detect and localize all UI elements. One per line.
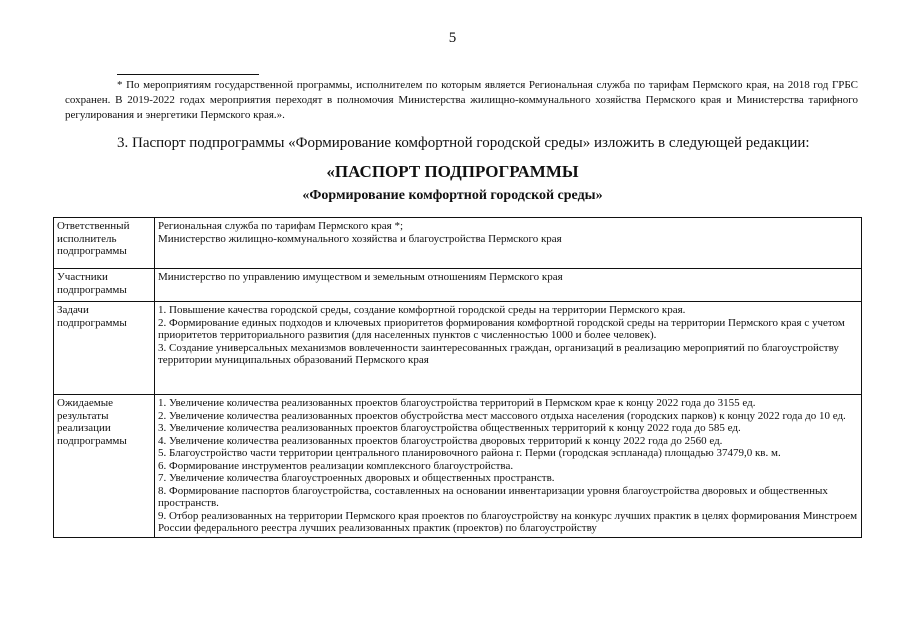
row-label: Задачи подпрограммы <box>54 302 155 395</box>
content-line: 2. Увеличение количества реализованных проектов обустройства мест массового отдыха населения (городских парков) к концу 2022 года до 10 ед. <box>158 409 846 422</box>
row-label: Ожидаемые результаты реализации подпрограммы <box>54 395 155 538</box>
passport-table <box>53 217 862 538</box>
footnote-separator <box>117 74 259 75</box>
footnote-text: * По мероприятиям государственной программы, исполнителем по которым является Региональная служба по тарифам Пермского края, на 2018 год ГРБС сохранен. В 2019-2022 годах мероприятия переходят в полномочия Министерства жилищно-коммунального хозяйства Пермского края и Министерства тарифного регулирования и энергетики Пермского края.». <box>65 79 858 121</box>
passport-subtitle: «Формирование комфортной городской среды» <box>302 188 603 203</box>
passport-title: «ПАСПОРТ ПОДПРОГРАММЫ <box>326 162 579 181</box>
row-label: Участники подпрограммы <box>54 269 155 302</box>
content-line: Министерство жилищно-коммунального хозяйства и благоустройства Пермского края <box>158 232 562 245</box>
content-line: Министерство по управлению имуществом и земельным отношениям Пермского края <box>158 271 563 283</box>
page-number: 5 <box>448 30 457 46</box>
content-line: 3. Увеличение количества реализованных проектов благоустройства общественных территорий к концу 2022 года до 585 ед. <box>158 422 741 434</box>
row-content <box>155 395 862 538</box>
content-line: 2. Формирование единых подходов и ключевых приоритетов формирования комфортной городской среды на территории Пермского края с учетом приоритетов территориального развития (для населенных пунктов с численностью 1000 и более человек). <box>158 316 845 341</box>
content-line: 8. Формирование паспортов благоустройства, составленных на основании инвентаризации уровня благоустройства дворовых и общественных пространств. <box>158 484 828 509</box>
row-content <box>155 302 862 395</box>
content-line: 9. Отбор реализованных на территории Пермского края проектов по благоустройству на конкурс лучших практик в целях формирования Минстроем России федерального реестра лучших реализованных практик (проектов) по благоустройству <box>158 509 858 534</box>
table-row-results <box>54 395 862 538</box>
table-row-participants <box>54 269 862 302</box>
content-line: 7. Увеличение количества благоустроенных дворовых и общественных пространств. <box>158 472 555 484</box>
content-line: 5. Благоустройство части территории центрального планировочного района г. Перми (городская эспланада) площадью 37479,0 кв. м. <box>158 447 781 459</box>
table-row-tasks <box>54 302 862 395</box>
content-line: 4. Увеличение количества реализованных проектов благоустройства дворовых территорий к концу 2022 года до 2560 ед. <box>158 434 723 447</box>
row-content <box>155 218 862 269</box>
content-line: 1. Увеличение количества реализованных проектов благоустройства территорий в Пермском крае к концу 2022 года до 3155 ед. <box>158 397 756 409</box>
row-content <box>155 269 862 302</box>
content-line: 3. Создание универсальных механизмов вовлеченности заинтересованных граждан, организаций в реализацию мероприятий по благоустройству территории муниципальных образований Пермского края <box>158 341 839 366</box>
instruction-paragraph: 3. Паспорт подпрограммы «Формирование комфортной городской среды» изложить в следующей редакции: <box>117 135 810 151</box>
row-label: Ответственный исполнитель подпрограммы <box>54 218 155 269</box>
table-row-responsible <box>54 218 862 269</box>
content-line: 1. Повышение качества городской среды, создание комфортной городской среды на территории Пермского края. <box>158 304 686 316</box>
content-line: Региональная служба по тарифам Пермского края *; <box>158 220 404 232</box>
content-line: 6. Формирование инструментов реализации комплексного благоустройства. <box>158 459 514 472</box>
